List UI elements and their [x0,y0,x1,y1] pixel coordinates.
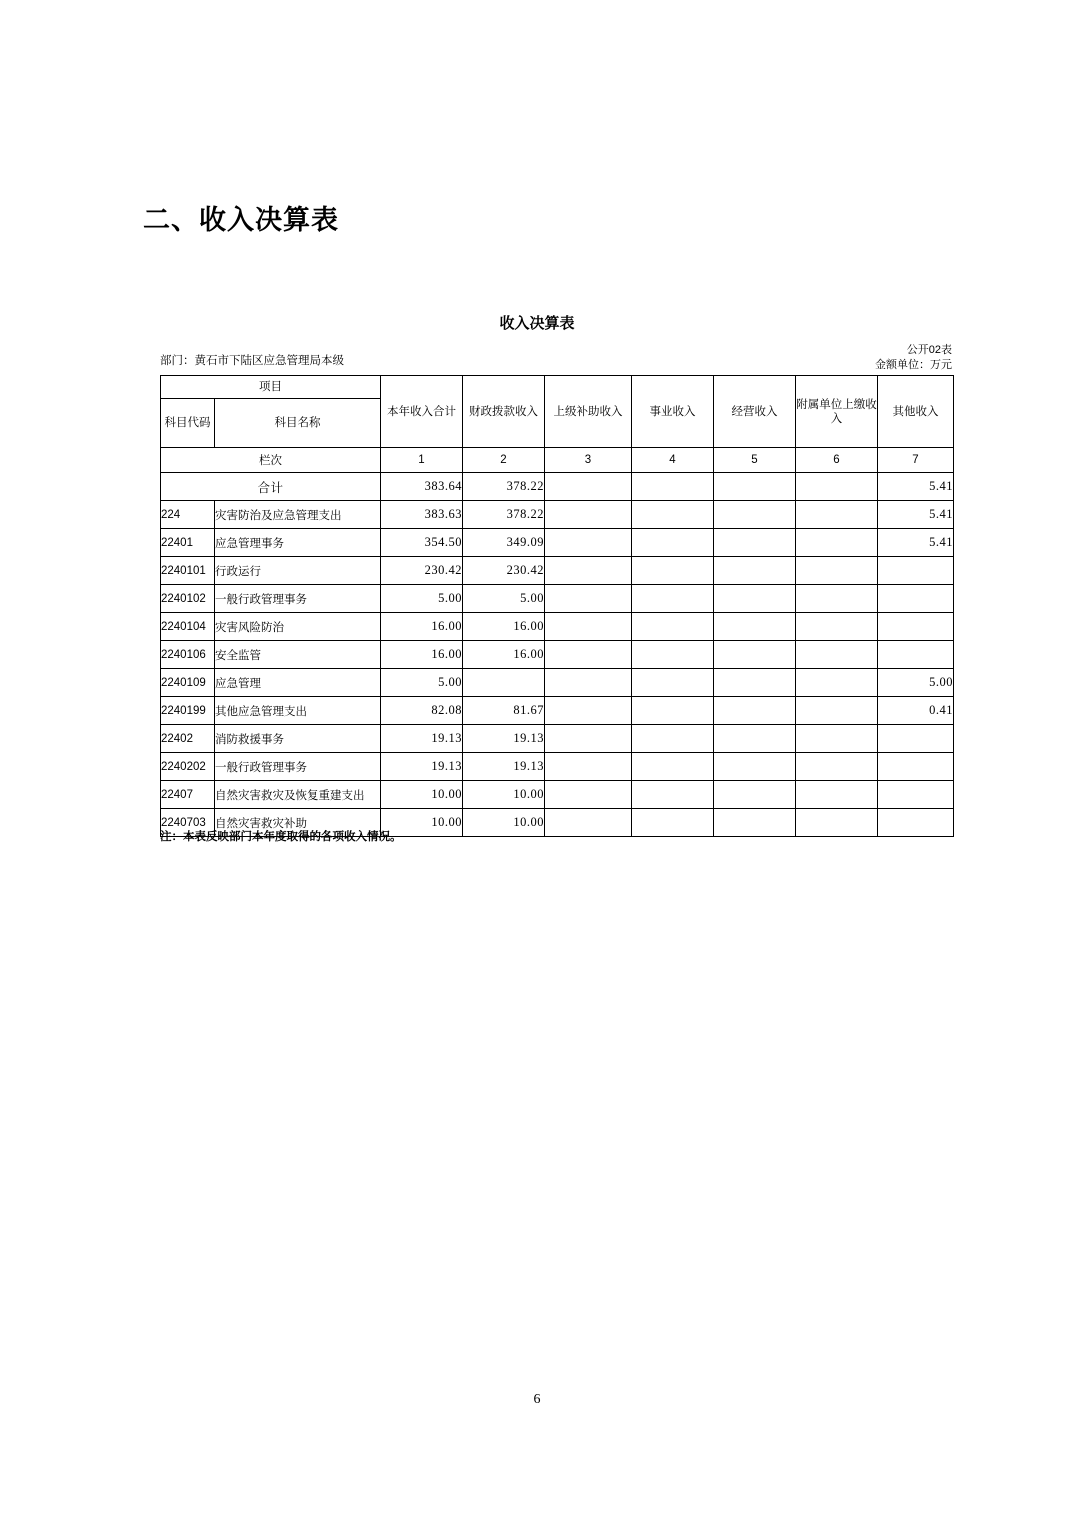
total-value-7: 5.41 [878,473,954,501]
row-value-7 [878,641,954,669]
row-value-4 [632,697,714,725]
row-value-4 [632,669,714,697]
row-value-2 [463,669,545,697]
table-row [161,501,954,529]
col-header-fiscal-appropriation: 财政拨款收入 [463,376,545,448]
row-value-5 [714,725,796,753]
row-value-7 [878,557,954,585]
row-value-2: 378.22 [463,501,545,529]
column-index-7: 7 [878,448,954,473]
row-value-1: 82.08 [381,697,463,725]
row-value-4 [632,725,714,753]
row-value-1: 383.63 [381,501,463,529]
row-value-2: 10.00 [463,809,545,837]
row-value-1: 19.13 [381,725,463,753]
col-header-subject-code: 科目代码 [161,399,215,448]
row-code: 2240199 [161,697,215,725]
row-value-7: 0.41 [878,697,954,725]
table-header-row-group [161,376,954,399]
row-value-5 [714,641,796,669]
row-code: 22407 [161,781,215,809]
group-header-item: 项目 [161,376,381,399]
table-row [161,753,954,781]
row-value-7 [878,613,954,641]
row-value-1: 10.00 [381,781,463,809]
row-value-5 [714,557,796,585]
total-value-1: 383.64 [381,473,463,501]
row-value-5 [714,753,796,781]
row-name: 自然灾害救灾补助 [215,809,381,837]
row-value-1: 5.00 [381,669,463,697]
row-code: 2240106 [161,641,215,669]
row-value-1: 16.00 [381,641,463,669]
row-value-2: 81.67 [463,697,545,725]
column-index-5: 5 [714,448,796,473]
row-value-7 [878,781,954,809]
col-header-subject-name: 科目名称 [215,399,381,448]
row-value-3 [545,809,632,837]
department-label: 部门：黄石市下陆区应急管理局本级 [160,355,344,367]
row-value-1: 10.00 [381,809,463,837]
amount-unit: 金额单位：万元 [875,359,952,371]
row-value-4 [632,781,714,809]
row-value-4 [632,613,714,641]
row-value-5 [714,809,796,837]
row-name: 灾害风险防治 [215,613,381,641]
row-name: 其他应急管理支出 [215,697,381,725]
row-value-1: 16.00 [381,613,463,641]
table-row [161,613,954,641]
row-value-3 [545,557,632,585]
row-code: 22401 [161,529,215,557]
row-value-5 [714,781,796,809]
row-value-6 [796,529,878,557]
row-value-7 [878,585,954,613]
col-header-other-income: 其他收入 [878,376,954,448]
col-header-business-income: 事业收入 [632,376,714,448]
row-value-5 [714,529,796,557]
total-value-6 [796,473,878,501]
table-meta [875,343,952,373]
row-name: 应急管理事务 [215,529,381,557]
row-name: 应急管理 [215,669,381,697]
row-value-2: 16.00 [463,613,545,641]
row-value-4 [632,641,714,669]
row-value-3 [545,697,632,725]
row-value-2: 230.42 [463,557,545,585]
row-value-6 [796,613,878,641]
row-name: 自然灾害救灾及恢复重建支出 [215,781,381,809]
row-code: 2240202 [161,753,215,781]
table-row [161,725,954,753]
row-value-2: 16.00 [463,641,545,669]
row-value-3 [545,585,632,613]
row-name: 行政运行 [215,557,381,585]
row-value-2: 10.00 [463,781,545,809]
page-title: 二、收入决算表 [143,205,339,235]
row-code: 2240102 [161,585,215,613]
row-value-3 [545,781,632,809]
table-row [161,529,954,557]
row-name: 灾害防治及应急管理支出 [215,501,381,529]
row-value-1: 230.42 [381,557,463,585]
table-row [161,585,954,613]
income-final-accounts-table [160,375,954,837]
row-name: 一般行政管理事务 [215,585,381,613]
table-row-column-index [161,448,954,473]
column-index-4: 4 [632,448,714,473]
row-value-6 [796,585,878,613]
row-value-7: 5.00 [878,669,954,697]
row-code: 22402 [161,725,215,753]
row-value-7: 5.41 [878,501,954,529]
row-value-5 [714,697,796,725]
column-index-1: 1 [381,448,463,473]
row-value-6 [796,753,878,781]
row-value-2: 19.13 [463,753,545,781]
row-value-6 [796,641,878,669]
row-value-6 [796,557,878,585]
row-value-2: 349.09 [463,529,545,557]
row-code: 2240104 [161,613,215,641]
row-code: 2240109 [161,669,215,697]
table-row [161,697,954,725]
row-value-7 [878,809,954,837]
row-value-4 [632,753,714,781]
row-value-5 [714,585,796,613]
row-value-6 [796,781,878,809]
row-value-7: 5.41 [878,529,954,557]
row-index-label: 栏次 [161,448,381,473]
row-name: 消防救援事务 [215,725,381,753]
row-code: 2240703 [161,809,215,837]
total-label: 合计 [161,473,381,501]
row-value-4 [632,529,714,557]
row-value-2: 5.00 [463,585,545,613]
row-code: 224 [161,501,215,529]
table-title: 收入决算表 [499,315,575,332]
row-value-5 [714,613,796,641]
row-value-4 [632,557,714,585]
col-header-affiliated-unit-income: 附属单位上缴收入 [796,376,878,448]
total-value-3 [545,473,632,501]
table-row [161,557,954,585]
col-header-operating-income: 经营收入 [714,376,796,448]
row-value-4 [632,585,714,613]
table-row [161,641,954,669]
column-index-2: 2 [463,448,545,473]
table-note: 注：本表反映部门本年度取得的各项收入情况。 [160,831,402,843]
row-value-7 [878,725,954,753]
table-row-total [161,473,954,501]
row-value-3 [545,669,632,697]
row-value-3 [545,753,632,781]
row-value-5 [714,669,796,697]
row-value-6 [796,669,878,697]
total-value-4 [632,473,714,501]
table-row [161,781,954,809]
row-value-1: 354.50 [381,529,463,557]
row-value-6 [796,809,878,837]
col-header-total-income: 本年收入合计 [381,376,463,448]
row-value-7 [878,753,954,781]
row-code: 2240101 [161,557,215,585]
column-index-3: 3 [545,448,632,473]
page-number: 6 [533,1392,541,1407]
total-value-2: 378.22 [463,473,545,501]
column-index-6: 6 [796,448,878,473]
table-row [161,669,954,697]
row-value-3 [545,501,632,529]
row-name: 安全监管 [215,641,381,669]
row-value-5 [714,501,796,529]
col-header-superior-subsidy: 上级补助收入 [545,376,632,448]
row-name: 一般行政管理事务 [215,753,381,781]
row-value-1: 5.00 [381,585,463,613]
form-code: 公开02表 [906,344,952,356]
row-value-3 [545,641,632,669]
row-value-3 [545,725,632,753]
row-value-3 [545,529,632,557]
row-value-6 [796,501,878,529]
row-value-1: 19.13 [381,753,463,781]
row-value-4 [632,809,714,837]
row-value-2: 19.13 [463,725,545,753]
row-value-6 [796,697,878,725]
row-value-3 [545,613,632,641]
row-value-4 [632,501,714,529]
total-value-5 [714,473,796,501]
row-value-6 [796,725,878,753]
